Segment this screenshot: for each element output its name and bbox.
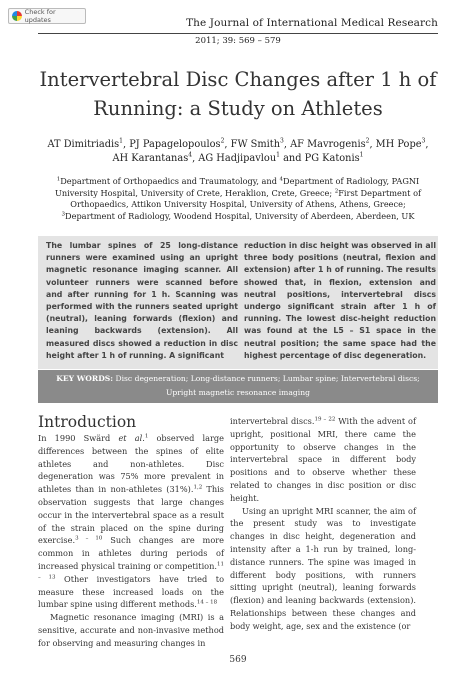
author-affiliation-mark: 3 xyxy=(280,137,284,145)
title-line-2: Running: a Study on Athletes xyxy=(93,97,383,120)
keywords-heading: KEY WORDS: xyxy=(56,374,114,383)
affiliation-text: Department of Radiology, Woodend Hospital, University of Aberdeen, Aberdeen, UK xyxy=(65,210,415,221)
body-left-column xyxy=(38,413,224,650)
author: FW Smith xyxy=(230,139,281,150)
title-line-1: Intervertebral Disc Changes after 1 h of xyxy=(39,68,437,91)
author-affiliation-mark: 1 xyxy=(359,151,364,159)
text: This observation suggests that large changes occur in the intervertebral space as a result of the strain placed on the spine during exercise. xyxy=(38,484,224,546)
author: MH Pope xyxy=(375,139,422,150)
affiliation-mark: 2 xyxy=(334,187,339,194)
header-divider xyxy=(38,33,438,34)
author-affiliation-mark: 4 xyxy=(188,151,193,159)
citation-mark: 14 – 18 xyxy=(196,599,218,606)
text: In 1990 Swärd xyxy=(38,433,119,443)
paragraph xyxy=(230,415,416,505)
affiliation-text: First Department of xyxy=(338,187,422,198)
journal-title: The Journal of International Medical Research xyxy=(186,17,438,29)
text: Other investigators have tried to measure these increased loads on the lumbar spine using different methods. xyxy=(38,573,225,610)
paragraph: Magnetic resonance imaging (MRI) is a sensitive, accurate and non-invasive method for observing and measuring changes in xyxy=(38,612,224,648)
affiliation-mark: 4 xyxy=(279,176,284,183)
page-number: 569 xyxy=(229,655,247,665)
affiliation-mark: 3 xyxy=(61,210,66,217)
check-for-updates-badge[interactable] xyxy=(8,8,86,24)
citation-mark: 19 – 22 xyxy=(314,416,336,423)
paragraph xyxy=(38,432,224,611)
section-heading-introduction: Introduction xyxy=(38,413,137,431)
abstract-right-column: reduction in disc height was observed in all three body positions (neutral, flexion and extension) after 1 h of running. The results showed that, in flexion, extension and neutral positions, intervertebral discs undergo significant strain after 1 h of running. The lowest disc-height reduction was found at the L5 – S1 space in the neutral position; the same space had the highest percentage of disc degeneration. xyxy=(244,241,436,360)
text: observed large differences between the spines of elite athletes and non-athletes. Disc degeneration was 75% more prevalent in athletes than in non-athletes (31%). xyxy=(38,433,224,495)
crossmark-icon xyxy=(12,11,22,21)
keywords-line-1: Disc degeneration; Long-distance runners; Lumbar spine; Intervertebral discs; xyxy=(115,374,420,383)
citation-mark: 11 – 13 xyxy=(38,561,224,581)
check-for-updates-label: Check for updates xyxy=(24,8,56,24)
paragraph: Using an upright MRI scanner, the aim of the present study was to investigate changes in disc height, degeneration and intensity after a 1-h run by trained, long-distance runners. The spine was imaged in different body positions, with runners sitting upright (neutral), leaning forwards (flexion) and leaning backwards (extension). Relationships between these changes and body weight, age, sex and the existence (or xyxy=(230,505,416,631)
affiliations xyxy=(36,176,440,222)
affiliation-text: University Hospital, University of Crete, Heraklion, Crete, Greece; xyxy=(54,187,333,198)
author-affiliation-mark: 1 xyxy=(276,151,280,159)
affiliation-text: Department of Orthopaedics and Traumatology, and xyxy=(60,176,277,186)
author-list: AT Dimitriadis$^1$, PJ Papagelopoulos$^2$, FW Smith$^3$, AF Mavrogenis$^2$, MH Pope$^3$, AH Karantanas$^4$, AG Hadjipavlou$^1$ and PG Katonis$^1$ xyxy=(47,137,429,164)
abstract-left-column: The lumbar spines of 25 long-distance runners were examined using an upright magnetic resonance imaging scanner. All volunteer runners were scanned before and after running for 1 h. Scanning was performed with the runners seated upright (neutral), leaning forwards (flexion) and leaning backwards (extension). All measured discs showed a reduction in disc height after 1 h of running. A significant xyxy=(46,241,238,360)
citation-mark: 3 – 10 xyxy=(75,535,103,542)
body-right-column xyxy=(230,415,416,633)
author-affiliation-mark: 3 xyxy=(421,137,426,145)
text: Such changes are more common in athletes during periods of increased physical training or competition. xyxy=(38,535,225,571)
author: AF Mavrogenis xyxy=(290,139,366,150)
keywords-bar xyxy=(38,370,438,403)
affiliation-mark: 1 xyxy=(56,176,61,183)
citation-mark: 1 xyxy=(144,433,149,440)
citation-mark: 1,2 xyxy=(193,484,203,491)
author: AH Karantanas xyxy=(112,153,189,164)
abstract-box xyxy=(38,236,438,369)
article-title xyxy=(30,65,446,123)
author-affiliation-mark: 2 xyxy=(220,137,225,145)
author: AT Dimitriadis xyxy=(47,139,120,150)
author-affiliation-mark: 2 xyxy=(365,137,370,145)
keywords-line-2: Upright magnetic resonance imaging xyxy=(166,388,310,397)
journal-citation: 2011; 39: 569 – 579 xyxy=(195,36,281,46)
text: With the advent of upright, positional MRI, there came the opportunity to observe changes in the intervertebral space in different body positions and to observe whether these related to changes in disc position or disc height. xyxy=(230,416,416,503)
affiliation-text: Department of Radiology, PAGNI xyxy=(283,176,420,186)
author: PG Katonis xyxy=(304,153,360,164)
affiliation-text: Orthopaedics, Attikon University Hospital, University of Athens, Athens, Greece; xyxy=(70,199,406,209)
text: et al. xyxy=(118,433,145,443)
text: intervertebral discs. xyxy=(230,416,315,426)
author-affiliation-mark: 1 xyxy=(119,137,123,145)
author: AG Hadjipavlou xyxy=(198,153,277,164)
author: PJ Papagelopoulos xyxy=(129,139,221,150)
